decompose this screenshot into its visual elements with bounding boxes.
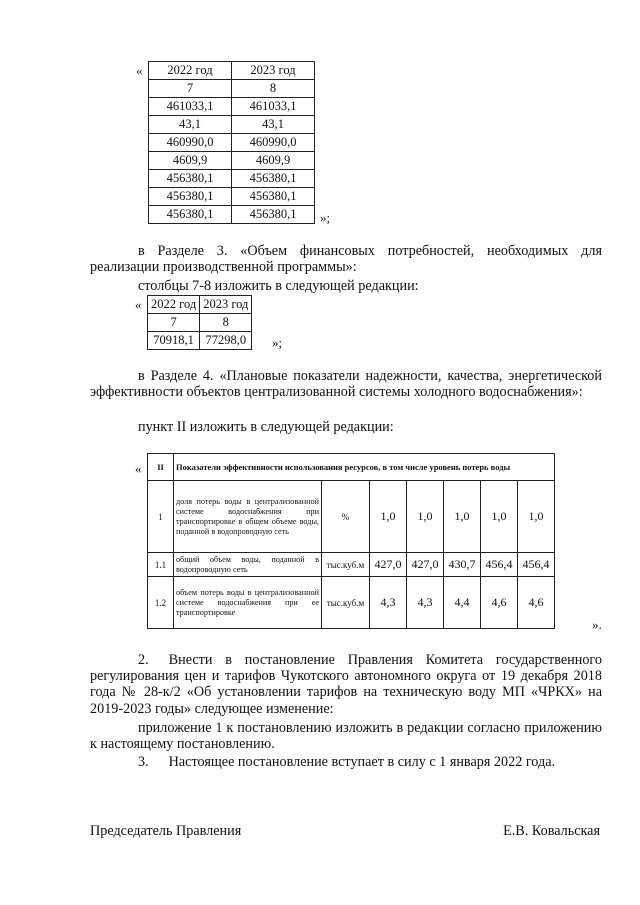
cell: 4,6: [518, 577, 555, 629]
table-row: [148, 332, 252, 350]
table1-close-quote: »;: [320, 210, 331, 225]
table3-close-quote: ».: [592, 617, 602, 632]
cell: 461033,1: [149, 98, 232, 116]
cell: 43,1: [149, 116, 232, 134]
signature-name: Е.В. Ковальская: [503, 823, 600, 839]
cell: 43,1: [232, 116, 315, 134]
cell: 77298,0: [200, 332, 252, 350]
cell: 4609,9: [232, 152, 315, 170]
table-row: [149, 170, 315, 188]
item3-paragraph: [138, 754, 555, 770]
item2-number: 2.: [138, 652, 149, 668]
cell: 7: [149, 80, 232, 98]
cell: 456,4: [518, 553, 555, 577]
cell: 4,3: [407, 577, 444, 629]
cell: 456,4: [481, 553, 518, 577]
table-row: [148, 314, 252, 332]
cell: 460990,0: [232, 134, 315, 152]
cell: 1,0: [370, 481, 407, 553]
cell: 8: [232, 80, 315, 98]
item2-sub: приложение 1 к постановлению изложить в редакции согласно приложению к настоящему постановлению.: [90, 720, 602, 753]
table-row: [148, 577, 555, 629]
cell: 430,7: [444, 553, 481, 577]
table2: [147, 295, 252, 350]
table3: [147, 453, 555, 629]
table2-close-quote: »;: [272, 335, 283, 350]
cell: 4609,9: [149, 152, 232, 170]
table-row: [149, 206, 315, 224]
item2-text: Внести в постановление Правления Комитета государственного регулирования цен и тарифов Чукотского автономного округа от 19 декабря 2018 года № 28-к/2 «Об установлении тарифов на техническую воду МП «ЧРКХ» на 2019-2023 годы» следующее изменение:: [90, 652, 602, 717]
table-row: [149, 188, 315, 206]
cell: 4,4: [444, 577, 481, 629]
table-row: [149, 152, 315, 170]
cell: 1,0: [481, 481, 518, 553]
signature-position: Председатель Правления: [90, 823, 242, 839]
cell: 8: [200, 314, 252, 332]
section3-sub: столбцы 7-8 изложить в следующей редакции:: [138, 278, 419, 294]
section4-text: в Разделе 4. «Плановые показатели надежности, качества, энергетической эффективности объектов централизованной системы холодного водоснабжения»:: [90, 368, 602, 401]
table2-open-quote: «: [135, 297, 142, 312]
table-row: [148, 481, 555, 553]
table2-header: 2022 год: [148, 296, 200, 314]
table-row: [149, 80, 315, 98]
cell: 7: [148, 314, 200, 332]
section4-sub: пункт II изложить в следующей редакции:: [138, 419, 394, 435]
row-unit: тыс.куб.м: [322, 553, 370, 577]
table-row: [149, 98, 315, 116]
item3-text: Настоящее постановление вступает в силу с 1 января 2022 года.: [168, 754, 556, 770]
cell: 456380,1: [149, 206, 232, 224]
row-description: общий объем воды, поданной в водопроводную сеть: [174, 553, 322, 577]
table-row: [149, 116, 315, 134]
cell: 4,3: [370, 577, 407, 629]
cell: 456380,1: [149, 188, 232, 206]
row-index: 1: [148, 481, 174, 553]
cell: 456380,1: [232, 188, 315, 206]
table1-header: 2022 год: [149, 62, 232, 80]
cell: 456380,1: [232, 170, 315, 188]
table1-open-quote: «: [136, 63, 143, 78]
row-unit: тыс.куб.м: [322, 577, 370, 629]
table1-header: 2023 год: [232, 62, 315, 80]
table-row: [148, 553, 555, 577]
cell: 1,0: [518, 481, 555, 553]
cell: 4,6: [481, 577, 518, 629]
item3-number: 3.: [138, 754, 149, 770]
item2-paragraph: [90, 652, 602, 717]
cell: 461033,1: [232, 98, 315, 116]
table1: [148, 61, 315, 224]
cell: 456380,1: [232, 206, 315, 224]
table3-section-number: II: [148, 454, 174, 481]
row-unit: %: [322, 481, 370, 553]
cell: 70918,1: [148, 332, 200, 350]
cell: 1,0: [407, 481, 444, 553]
table3-open-quote: «: [135, 461, 142, 476]
cell: 427,0: [370, 553, 407, 577]
row-description: доля потерь воды в централизованной системе водоснабжения при транспортировке в общем объеме воды, поданной в водопроводную сеть: [174, 481, 322, 553]
cell: 460990,0: [149, 134, 232, 152]
row-description: объем потерь воды в централизованной системе водоснабжения при ее транспортировке: [174, 577, 322, 629]
cell: 1,0: [444, 481, 481, 553]
row-index: 1.2: [148, 577, 174, 629]
row-index: 1.1: [148, 553, 174, 577]
section3-text: в Разделе 3. «Объем финансовых потребностей, необходимых для реализации производственной программы»:: [90, 243, 602, 276]
table2-header: 2023 год: [200, 296, 252, 314]
cell: 427,0: [407, 553, 444, 577]
table3-section-title: Показатели эффективности использования ресурсов, в том числе уровень потерь воды: [174, 454, 555, 481]
table-row: [149, 134, 315, 152]
cell: 456380,1: [149, 170, 232, 188]
